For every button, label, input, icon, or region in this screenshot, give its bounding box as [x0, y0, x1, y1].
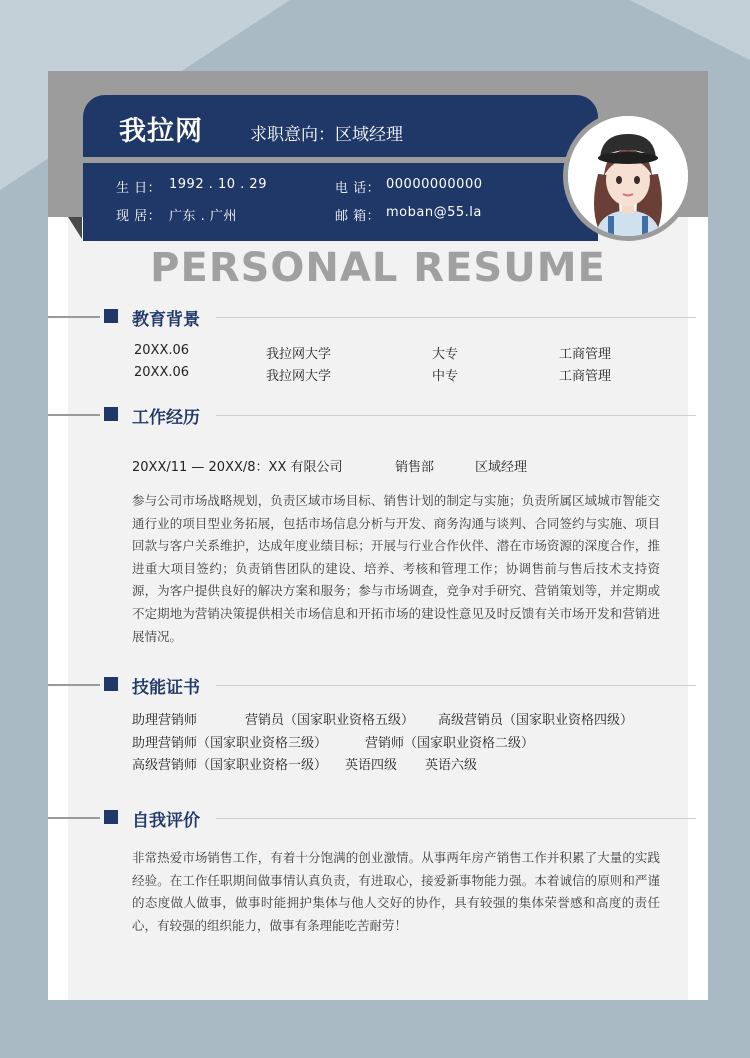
personal-resume-title: PERSONAL RESUME — [150, 245, 606, 291]
resume-page — [48, 71, 708, 1000]
work-title: 工作经历 — [132, 408, 200, 428]
avatar-illustration-icon — [568, 116, 688, 236]
name-bar — [83, 95, 598, 157]
work-line-left — [48, 414, 100, 416]
skills-line-left — [48, 684, 100, 686]
self-description: 非常热爱市场销售工作，有着十分饱满的创业激情。从事两年房产销售工作并积累了大量的实践经验。在工作任职期间做事情认真负责，有进取心，接爱新事物能力强。本着诚信的原则和严谨的态度做人做事，做事时能拥护集体与他人交好的协作，具有较强的集体荣誉感和高度的责任心，有较强的组织能力，做事有条理能吃苦耐劳！ — [132, 850, 660, 933]
skill-item: 助理营销师（国家职业资格三级） — [132, 736, 328, 751]
skill-item: 高级营销师（国家职业资格一级） — [132, 758, 328, 773]
skill-item: 英语四级 — [345, 758, 398, 773]
education-line-left — [48, 316, 100, 318]
self-line-left — [48, 817, 100, 819]
skills-title: 技能证书 — [132, 678, 200, 698]
skill-item: 英语六级 — [425, 758, 478, 773]
work-square-icon — [104, 407, 118, 421]
education-level: 大专 — [432, 347, 459, 362]
work-line-right — [216, 415, 696, 416]
birth-value: 1992 . 10 . 29 — [169, 177, 267, 192]
skills-line-right — [216, 685, 696, 686]
skills-square-icon — [104, 677, 118, 691]
header-fold — [68, 217, 82, 239]
education-square-icon — [104, 309, 118, 323]
education-line-right — [216, 317, 696, 318]
education-date: 20XX.06 — [134, 343, 190, 358]
work-role: 区域经理 — [475, 460, 528, 475]
education-level: 中专 — [432, 369, 459, 384]
work-department: 销售部 — [395, 460, 435, 475]
self-title: 自我评价 — [132, 811, 200, 831]
phone-label: 电 话： — [335, 181, 381, 196]
education-title: 教育背景 — [132, 310, 200, 330]
birth-label: 生 日： — [116, 181, 162, 196]
skill-item: 营销员（国家职业资格五级） — [245, 713, 415, 728]
skill-item: 高级营销员（国家职业资格四级） — [438, 713, 634, 728]
work-description: 参与公司市场战略规划，负责区域市场目标、销售计划的制定与实施；负责所属区域城市智能交通行业的项目型业务拓展，包括市场信息分析与开发、商务沟通与谈判、合同签约与实施、项目回款与客户关系维护，达成年度业绩目标；开展与行业合作伙伴、潜在市场资源的深度合作，推进重大项目签约；负责销售团队的建设、培养、考核和管理工作；协调售前与售后技术支持资源，为客户提供良好的解决方案和服务；参与市场调查，竞争对手研究、营销策划等，并定期或不定期地为营销决策提供相关市场信息和开拓市场的建设性意见及时反馈有关市场开发和营销进展情况。 — [132, 493, 660, 644]
avatar — [563, 111, 693, 241]
education-major: 工商管理 — [559, 369, 612, 384]
email-label: 邮 箱： — [335, 209, 381, 224]
education-date: 20XX.06 — [134, 365, 190, 380]
job-intent: 求职意向：区域经理 — [250, 125, 403, 145]
residence-label: 现 居： — [116, 209, 162, 224]
education-school: 我拉网大学 — [266, 347, 332, 362]
self-square-icon — [104, 810, 118, 824]
candidate-name: 我拉网 — [119, 116, 203, 147]
phone-value: 00000000000 — [386, 177, 483, 192]
education-school: 我拉网大学 — [266, 369, 332, 384]
self-line-right — [216, 818, 696, 819]
background-triangle-right — [630, 0, 750, 60]
education-major: 工商管理 — [559, 347, 612, 362]
work-period: 20XX/11 — 20XX/8：XX 有限公司 — [132, 460, 343, 475]
email-value: moban@55.la — [386, 205, 482, 220]
skill-item: 助理营销师 — [132, 713, 198, 728]
info-bar — [83, 163, 598, 241]
residence-value: 广东 . 广州 — [169, 209, 237, 224]
skill-item: 营销师（国家职业资格二级） — [365, 736, 535, 751]
